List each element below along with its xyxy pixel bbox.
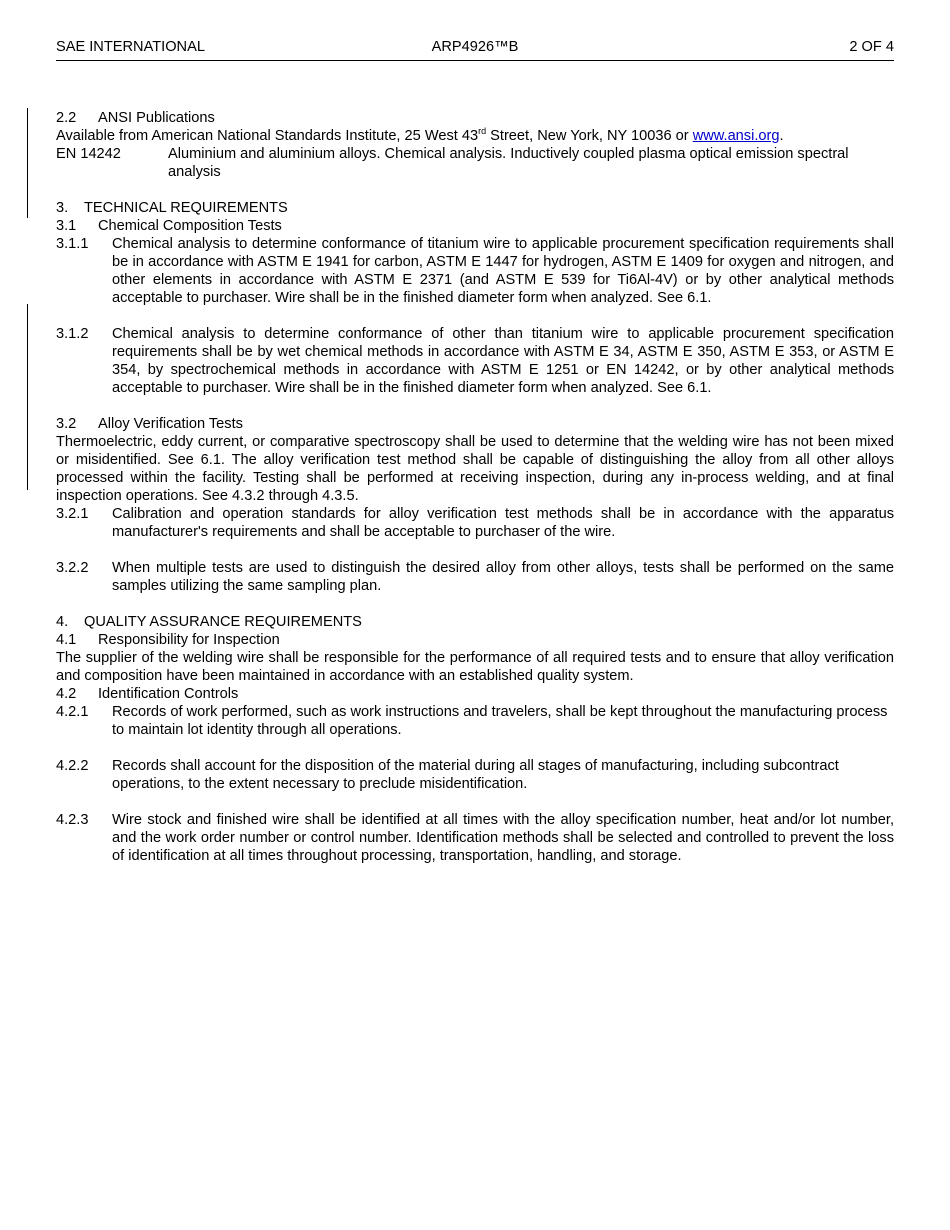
- section-heading-2-2: 2.2 ANSI Publications: [56, 110, 215, 126]
- ansi-link[interactable]: www.ansi.org: [692, 128, 780, 144]
- section-heading-3-1: 3.1 Chemical Composition Tests: [56, 218, 282, 234]
- clause-3-2-2: 3.2.2 When multiple tests are used to distinguish the desired alloy from other alloys, tests shall be performed on the same samples utilizing the same sampling plan.: [56, 560, 894, 594]
- reference-en-14242: EN 14242 Aluminium and aluminium alloys. Chemical analysis. Inductively coupled plasma optical emission spectral analysis: [56, 146, 849, 180]
- clause-4-2-1: 4.2.1 Records of work performed, such as work instructions and travelers, shall be kept throughout the manufacturing process to maintain lot identity through all operations.: [56, 704, 888, 738]
- section-heading-4-1: 4.1 Responsibility for Inspection: [56, 632, 280, 648]
- paragraph-alloy-verification: Thermoelectric, eddy current, or comparative spectroscopy shall be used to determine that the welding wire has not been mixed or misidentified. See 6.1. The alloy verification test method shall be capable of distinguishing the alloy from all other alloys processed within the facility. Testing shall be performed at receiving inspection, during any in-process welding, and at final inspection operations. See 4.3.2 through 4.3.5.: [56, 434, 894, 504]
- clause-3-1-1: 3.1.1 Chemical analysis to determine conformance of titanium wire to applicable procurement specification requirements shall be in accordance with ASTM E 1941 for carbon, ASTM E 1447 for hydrogen, ASTM E 1409 for oxygen and nitrogen, and other elements in accordance with ASTM E 2371 (and ASTM E 539 for Ti6Al-4V) or by other analytical methods acceptable to purchaser. Wire shall be in the finished diameter form when analyzed. See 6.1.: [56, 236, 894, 306]
- header-org: SAE INTERNATIONAL: [56, 39, 205, 55]
- section-heading-3-2: 3.2 Alloy Verification Tests: [56, 416, 243, 432]
- section-heading-4: 4. QUALITY ASSURANCE REQUIREMENTS: [56, 614, 362, 630]
- paragraph-responsibility: The supplier of the welding wire shall be responsible for the performance of all required tests and to ensure that alloy verification and composition have been maintained in accordance with an established quality system.: [56, 650, 894, 684]
- clause-3-2-1: 3.2.1 Calibration and operation standards for alloy verification test methods shall be in accordance with the apparatus manufacturer's requirements and shall be acceptable to purchaser of the wire.: [56, 506, 894, 540]
- clause-4-2-2: 4.2.2 Records shall account for the disposition of the material during all stages of manufacturing, including subcontract operations, to the extent necessary to preclude misidentification.: [56, 758, 839, 792]
- page-header: [56, 38, 894, 61]
- clause-3-1-2: 3.1.2 Chemical analysis to determine conformance of other than titanium wire to applicable procurement specification requirements shall be by wet chemical methods in accordance with ASTM E 34, ASTM E 350, ASTM E 353, or ASTM E 354, by spectrochemical methods in accordance with ASTM E 1251 or EN 14242, or by other analytical methods acceptable to purchaser. Wire shall be in the finished diameter form when analyzed. See 6.1.: [56, 326, 894, 396]
- section-heading-4-2: 4.2 Identification Controls: [56, 686, 239, 702]
- change-bar: [27, 304, 28, 490]
- header-doc-number: ARP4926™B: [431, 39, 519, 55]
- header-page-number: 2 OF 4: [849, 39, 894, 55]
- document-body: [56, 109, 894, 883]
- clause-4-2-3: 4.2.3 Wire stock and finished wire shall be identified at all times with the alloy specification number, heat and/or lot number, and the work order number or control number. Identification methods shall be selected and controlled to prevent the loss of identification at all times throughout processing, transportation, handling, and storage.: [56, 812, 894, 864]
- paragraph-ansi-availability: Available from American National Standards Institute, 25 West 43rd Street, New York, NY 10036 or www.ansi.org.: [56, 126, 784, 144]
- change-bar: [27, 108, 28, 218]
- section-heading-3: 3. TECHNICAL REQUIREMENTS: [56, 200, 288, 216]
